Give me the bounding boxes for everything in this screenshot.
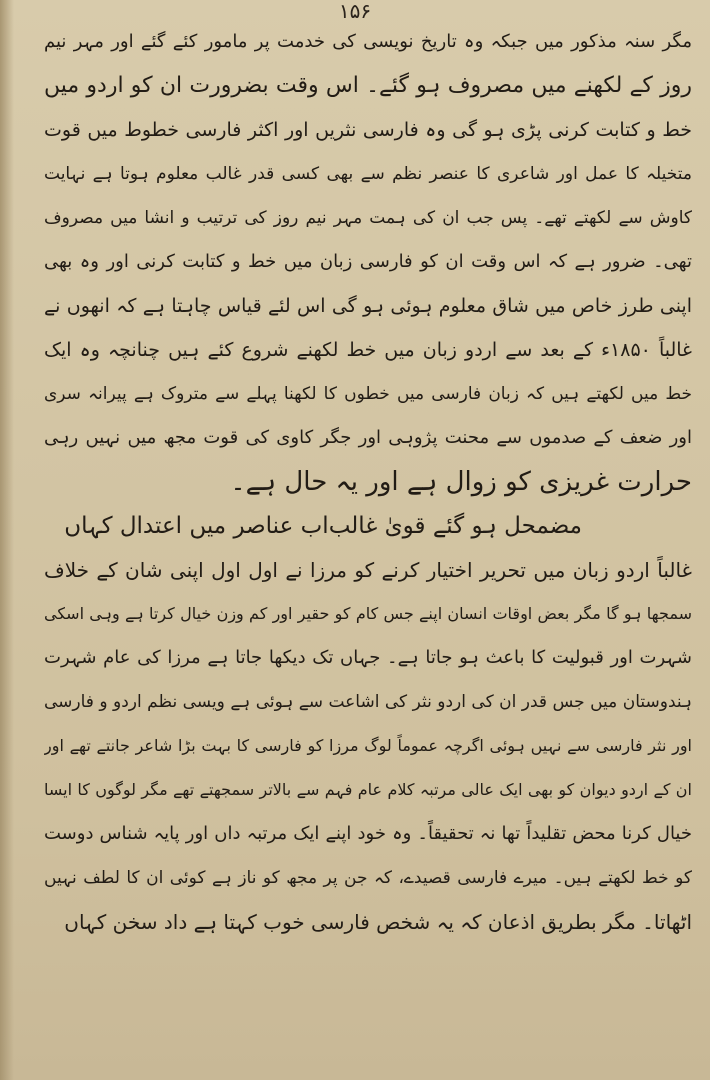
text-line: حرارت غریزی کو زوال ہے اور یہ حال ہے۔ (230, 467, 692, 497)
text-line: متخیلہ کا عمل اور شاعری کا عنصر نظم سے بھی کسی قدر غالب معلوم ہوتا ہے نہایت (44, 164, 692, 184)
text-line: اٹھاتا۔ مگر بطریق اذعان کہ یہ شخص فارسی خوب کہتا ہے داد سخن کہاں (64, 910, 692, 934)
text-line: خط و کتابت کرنی پڑی ہو گی وہ فارسی نثریں اور اکثر فارسی خطوط میں قوت (44, 119, 692, 141)
text-line: اور ضعف کے صدموں سے محنت پژوہی اور جگر کاوی کی قوت مجھ میں نہیں رہی (44, 427, 692, 448)
text-line: اور نثر فارسی سے نہیں ہوئی اگرچہ عموماً لوگ مرزا کو فارسی کا بہت بڑا شاعر جانتے تھے اور (44, 736, 692, 755)
text-line: خیال کرنا محض تقلیداً تھا نہ تحقیقاً۔ وہ خود اپنے ایک مرتبہ داں اور پایہ شناس دوست (44, 823, 692, 844)
couplet-first-misra: مضمحل ہو گئے قویٰ غالب (328, 513, 582, 539)
text-line: کاوش سے لکھتے تھے۔ پس جب ان کی ہمت مہر نیم روز کی ترتیب و انشا میں مصروف (44, 208, 692, 228)
text-line: روز کے لکھنے میں مصروف ہو گئے۔ اس وقت بضرورت ان کو اردو میں (44, 73, 692, 98)
text-line: کو خط لکھتے ہیں۔ میرے فارسی قصیدے، کہ جن پر مجھ کو ناز ہے کوئی ان کا لطف نہیں (44, 868, 692, 888)
couplet-second-misra: اب عناصر میں اعتدال کہاں (64, 513, 329, 539)
text-line: خط میں لکھتے ہیں کہ زبان فارسی میں خطوں کا لکھنا پہلے سے متروک ہے پیرانہ سری (44, 384, 692, 404)
text-line: غالباً ۱۸۵۰ء کے بعد سے اردو زبان میں خط لکھنے شروع کئے ہیں چنانچہ وہ ایک (44, 339, 692, 361)
body-text (44, 20, 692, 944)
text-line: تھی۔ ضرور ہے کہ اس وقت ان کو فارسی زبان میں خط و کتابت کرنی اور وہ بھی (44, 251, 692, 272)
text-line: شہرت اور قبولیت کا باعث ہو جاتا ہے۔ جہاں تک دیکھا جاتا ہے مرزا کی عام شہرت (44, 647, 692, 668)
page-number: ۱۵۶ (338, 0, 372, 23)
text-line: غالباً اردو زبان میں تحریر اختیار کرنے کو مرزا نے اول اول اپنی شان کے خلاف (44, 558, 692, 582)
text-line: اپنی طرز خاص میں شاق معلوم ہوئی ہو گی اس لئے قیاس چاہتا ہے کہ انھوں نے (44, 295, 692, 317)
text-line: ان کے اردو دیوان کو بھی ایک عالی مرتبہ کلام عام فہم سے بالاتر سمجھتے تھے مگر لوگوں کا ایسا (44, 780, 692, 799)
text-line: ہندوستان میں جس قدر ان کی اردو نثر کی اشاعت سے ہوئی ہے ویسی نظم اردو و فارسی (44, 692, 692, 712)
couplet (44, 504, 692, 548)
text-line: سمجھا ہو گا مگر بعض اوقات انسان اپنے جس کام کو حقیر اور کم وزن خیال کرتا ہے وہی اسکی (44, 604, 692, 623)
text-line: مگر سنہ مذکور میں جبکہ وہ تاریخ نویسی کی خدمت پر مامور کئے گئے اور مہر نیم (44, 31, 692, 52)
